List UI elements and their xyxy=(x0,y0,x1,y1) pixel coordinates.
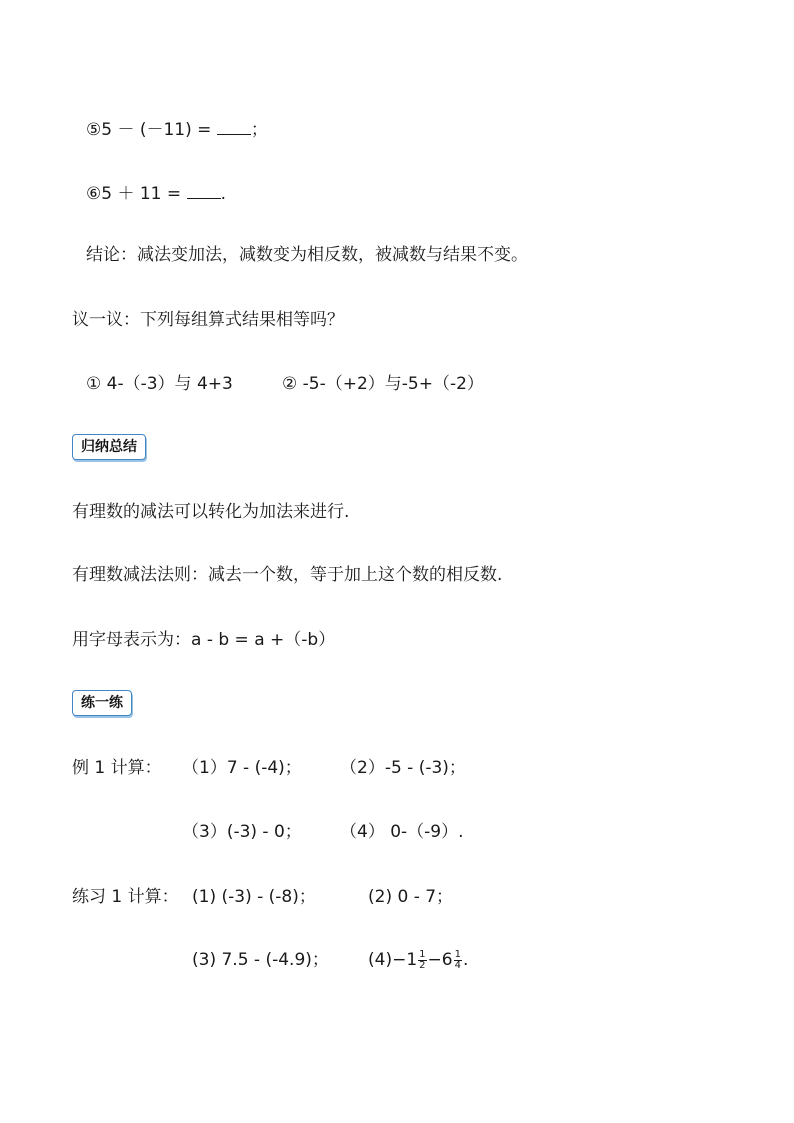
item-6-punct: . xyxy=(220,184,226,204)
fraction-one-half: $\frac{1}{2}$ xyxy=(419,948,426,971)
answer-blank-5[interactable] xyxy=(217,118,251,135)
fraction-one-quarter: $\frac{1}{4}$ xyxy=(454,948,461,971)
example-1-part-3: （3）(-3) - 0； xyxy=(182,822,302,842)
exercise-1-label: 练习 1 计算： xyxy=(72,887,179,907)
exercise-1-part-1: (1) (-3) - (-8)； xyxy=(192,887,316,907)
summary-rule: 有理数减法法则：减去一个数，等于加上这个数的相反数. xyxy=(72,565,503,585)
exercise-1-part-2: (2) 0 - 7； xyxy=(368,887,454,907)
conclusion-text: 结论：减法变加法，减数变为相反数，被减数与结果不变。 xyxy=(86,245,528,265)
exercise-1-part-4: (4)−1 $\frac{1}{2}$ −6 $\frac{1}{4}$ . xyxy=(368,948,469,971)
discussion-prompt: 议一议：下列每组算式结果相等吗？ xyxy=(72,310,344,330)
summary-badge: 归纳总结 xyxy=(72,434,146,460)
exercise-1-part-3: (3) 7.5 - (-4.9)； xyxy=(192,950,329,970)
exercise-item-5 xyxy=(86,118,268,141)
example-1-part-1: （1）7 - (-4)； xyxy=(182,758,302,778)
discussion-question-1: ① 4-（-3）与 4+3 xyxy=(86,374,233,394)
example-1-part-4: （4） 0-（-9）. xyxy=(340,822,464,842)
item-5-expression: ⑤5 － (－11) = xyxy=(86,120,212,140)
summary-line-1: 有理数的减法可以转化为加法来进行. xyxy=(72,502,350,522)
practice-badge: 练一练 xyxy=(72,690,132,716)
summary-formula: 用字母表示为：a - b = a +（-b） xyxy=(72,630,336,650)
example-1-label: 例 1 计算： xyxy=(72,758,162,778)
item-5-punct: ； xyxy=(250,120,268,140)
discussion-question-2: ② -5-（+2）与-5+（-2） xyxy=(282,374,484,394)
answer-blank-6[interactable] xyxy=(187,182,221,199)
item-6-expression: ⑥5 ＋ 11 = xyxy=(86,184,182,204)
exercise-item-6 xyxy=(86,182,226,205)
example-1-part-2: （2）-5 - (-3)； xyxy=(340,758,466,778)
